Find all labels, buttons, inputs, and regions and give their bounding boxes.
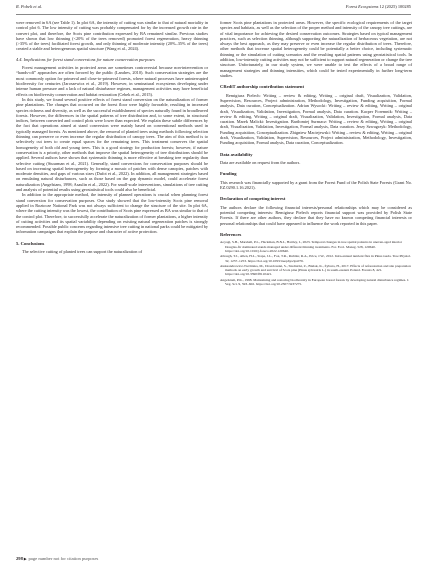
section-heading-references: References <box>220 231 242 237</box>
paragraph-funding: This research was financially supported by a grant from the Forest Fund of the Polish State Forests (Grant No. EZ.0290.1.16.2021). <box>220 179 412 191</box>
paragraph: were removed in 6A (see Table 1). In plot 6A, the intensity of cutting was similar to that of natural mortality in control plot 6. The low intensity of cutting was probably compensated for by the increased growth rate in the convert plot, and therefore, the Scots pine contribution expressed by BA remained similar. Previous studies have shown that low thinning (<20% of the trees removed) promoted forest regeneration, heavy thinning (>35% of the trees) facilitated forest growth, and only thinning of moderate intensity (20%–35% of the trees) created a stable and heterogeneous spatial structure (Wang et al., 2024). <box>16 20 208 52</box>
header-rule <box>16 14 411 15</box>
reference-list <box>220 240 412 286</box>
reference-item: Angelstam, P.K., 1998. Maintaining and restoring biodiversity in European boreal forests by developing natural disturbance regimes. J. Veg. Sci. 9, 593–602. https://doi.org/10.2307/3237275. <box>220 277 410 287</box>
paragraph: In addition to the appropriate method, the intensity of planned operations is crucial when planning forest stand conversion for conservation purposes. Our study showed that the low-intensity Scots pine removal applied in Roztocze National Park was not always sufficient to change the structure of the site. In plot 6A, where the cutting intensity was the lowest, the contribution of Scots pine expressed as BA was similar to that of the control plot. Therefore, to successfully accelerate the naturalization of former plantations, a higher intensity of cutting activities and its spatial variability depending on existing natural regeneration patches is strongly recommended. Possible public concerns regarding intensive tree cutting in national parks could be mitigated by information campaigns that explain the purpose and character of active protection. <box>16 192 208 235</box>
page-footer <box>16 556 98 561</box>
page-number: 298 ▶ <box>16 556 27 561</box>
reference-item: Aoyagi, S.B., Marshall, P.L., Hackman, B.N.I., Hartley, I., 2023. Temporal changes in tree spatial patterns in uneven-aged interior Douglas-fir dominated stands managed under different thinning treatments. For. Ecol. Manag. 528, 120640. https://doi.org/10.1016/j.foreco.2022.120640. <box>220 240 402 253</box>
page-number-placeholder: page number not for citation purposes <box>28 556 99 561</box>
paragraph: The selective cutting of planted trees can support the naturalization of <box>22 249 143 255</box>
header-journal: Forest Ecosystems <box>345 4 379 9</box>
running-header <box>16 4 411 14</box>
header-issue: 12 (2025) 100285 <box>379 4 411 9</box>
left-column <box>16 20 208 254</box>
paragraph-declaration: The authors declare the following financial interests/personal relationships which may be considered as potential competing interests: Remigiusz Pielech reports financial support was provided by Polish State Forests. If there are other authors, they declare that they have no known competing financial interests or personal relationships that could have appeared to influence the work reported in this paper. <box>220 204 412 226</box>
header-journal-info <box>346 4 411 9</box>
paragraph: former Scots pine plantations in protected areas. However, the specific ecological requirements of the target species and habitats, as well as the selection of the proper method and intensity of the canopy tree cuttings, are of vital importance for achieving the desired conservation outcomes. Strategies based on typical management practices, such as selection thinning, although supporting the naturalization of herbaceous vegetation, are not always the best approach, as they may preserve or even increase the regular distribution of trees. Therefore, other methods that increase spatial heterogeneity could be potentially a better choice, including systematic thinning or the simulation of cutting scenarios and the resulting spatial patterns using geostatistical tools. In addition, low-intensity cutting activities may not be sufficient to support natural regeneration or change the tree structure. Unfortunately, in our study system, we were unable to test the effects of a broad range of management strategies and thinning intensities, which could be tested experimentally in further long-term studies. <box>220 20 412 78</box>
paragraph-credit: Remigiusz Pielech: Writing – review & editing, Writing – original draft, Visualization, Validation, Supervision, Resources, Project administration, Methodology, Investigation, Funding acquisition, Formal analysis, Data curation, Conceptualization. Adrian Wysocki: Writing – review & editing, Writing – original draft, Visualization, Validation, Investigation, Formal analysis, Data curation. Kacper Foremnik: Writing – review & editing, Writing – original draft, Visualization, Validation, Investigation, Formal analysis, Data curation. Marek Malicki: Investigation. Bartłomiej Surmacz: Writing – review & editing, Writing – original draft, Visualization, Validation, Investigation, Formal analysis, Data curation. Jerzy Szwagrzyk: Methodology, Funding acquisition, Conceptualization. Zbigniew Maciejewski: Writing – review & editing, Writing – original draft, Visualization, Validation, Supervision, Resources, Project administration, Methodology, Investigation, Funding acquisition, Formal analysis, Data curation, Conceptualization. <box>220 92 412 146</box>
section-heading-conclusions: 5. Conclusions <box>16 240 45 246</box>
paragraph: Forest management activities in protected areas are sometimes controversial because non-intervention or “hands-off” approaches are often favored by the public (Landres, 2010). Such conservation strategies are the most commonly option for primeval and close-to-primeval forests, where natural processes have uninterrupted biodiversity for centuries (Jaroszewicz et al., 2019). However, in seminatural ecosystems developing under intense human pressure and a lack of natural disturbance regimes, management activities may have beneficial effects on biodiversity conservation and habitat restoration (Cebek et al., 2015). <box>16 65 208 97</box>
section-heading-funding: Funding <box>220 171 237 177</box>
section-heading-data-availability: Data availability <box>220 151 253 157</box>
section-heading-credit: CRediT authorship contribution statement <box>220 84 305 90</box>
header-authors: R. Pobelt et al. <box>16 4 43 9</box>
section-heading-competing-interest: Declaration of competing interest <box>220 196 286 202</box>
reference-item: Allough, T.J., Allen, H.L., Stape, J.L., Fox, T.R., Rubilar, R.A., Price, J.W., 2012. Intra-annual nutrient flux in Pinus taeda. Tree Physiol. 32, 1237–1253. https://doi.org/10.1093/treephys/tps076. <box>220 254 411 263</box>
section-heading-4-4: 4.4. Implications for forest stand conversions for nature conservation purposes <box>16 56 155 62</box>
right-column <box>220 20 412 287</box>
paragraph-data: Data are available on request from the authors. <box>220 160 301 166</box>
reference-item: Aleksandrowicz-Trzcińska, M., Drozdowski, S., Studnicki, Z., Bielak, K., Żybura, H., 2017. Effects of reforestation and site preparation methods on early growth and survival of Scots pine (Pinus sylvestris L.) in south-eastern Poland. Forests 8, 421. https://doi.org/10.3390/f8110421. <box>220 263 411 277</box>
paragraph: In this study, we found several positive effects of forest stand conversion on the naturalization of former pine plantations. The changes that occurred on the forest floor were highly favorable, resulting in increased species richness and diversity, as well as the successful establishment of species naturally found in broadleaved forests. However, the differences in the spatial patterns of tree distribution and, to some extent, in structural indices, between converted and control plots were lower than expected. We explain these subtle differences by the fact that operations aimed at stand conversion were mainly based on conventional methods used in typically managed forests. As mentioned above, the removal of planted trees using methods following selection thinning can preserve or even increase the regular distribution of canopy trees. The aim of this method is to selectively cut trees to create equal spaces for the remaining trees. This treatment conserves the spatial homogeneity of both old and young trees. This is a good strategy for production forests; however, if nature conservation is a priority, other methods that improve the spatial heterogeneity of tree distributions should be applied. Several authors have shown that systematic thinning is more effective at breaking tree regularity than selective cutting (Stuurman et al., 2021). Generally, stand conversions for conservation purposes should be based on increasing spatial heterogeneity by forming a mosaic of patches with dense canopies, patches with moderate densities, and gaps of various sizes (Dufot et al., 2022). In addition, all management strategies based on emulating natural disturbances, such as those based on the gap dynamic model, could accelerate forest naturalization (Angelstam, 1998; Asaulin et al., 2022). For small-scale interventions, simulations of tree cutting and analysis of potential results using geostatistical tools could also be beneficial. <box>16 96 208 193</box>
